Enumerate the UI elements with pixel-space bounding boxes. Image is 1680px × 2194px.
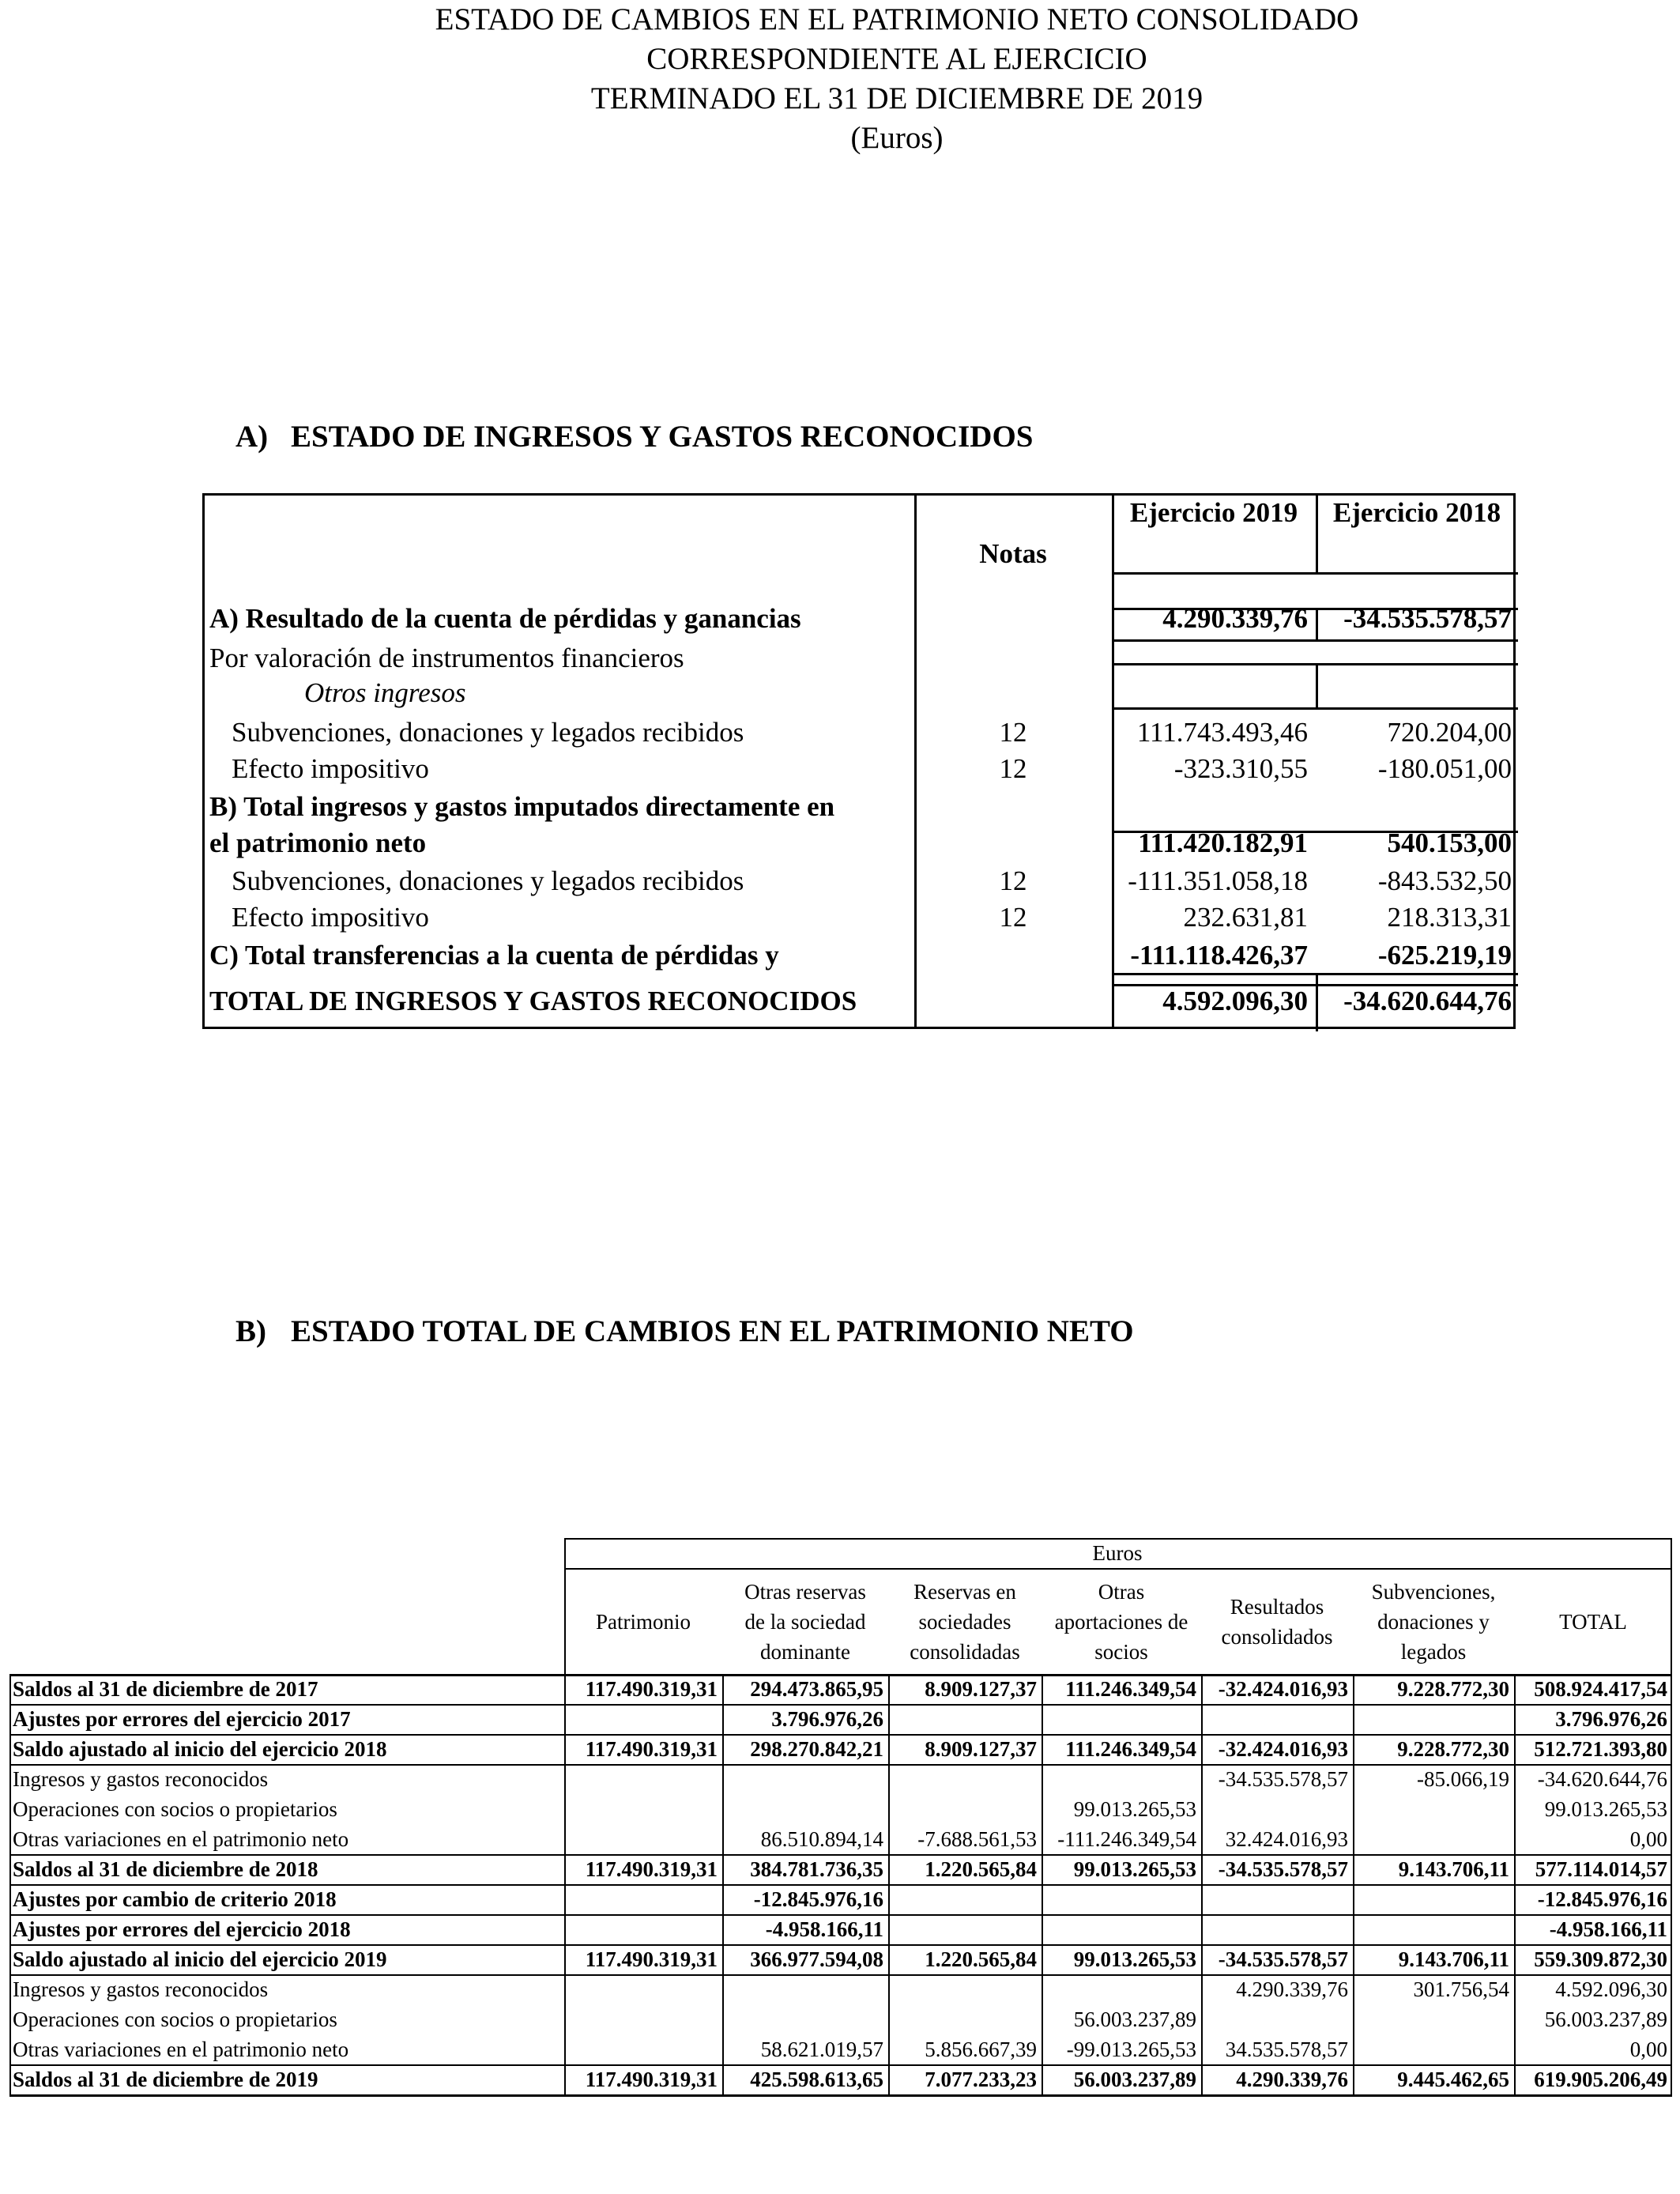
divider	[1112, 572, 1518, 575]
row-value-2019: -111.351.058,18	[1128, 865, 1308, 896]
row-label: Efecto impositivo	[232, 753, 429, 784]
row-value: -32.424.016,93	[1218, 1677, 1348, 1701]
divider	[1316, 608, 1318, 639]
row-value: 99.013.265,53	[1073, 1947, 1196, 1971]
row-label: Saldos al 31 de diciembre de 2018	[13, 1857, 318, 1881]
row-label: A) Resultado de la cuenta de pérdidas y ganancias	[209, 603, 801, 634]
row-label: Saldos al 31 de diciembre de 2019	[13, 2068, 318, 2091]
column-header-line: Subvenciones,	[1371, 1580, 1496, 1604]
row-value: 3.796.976,26	[771, 1707, 883, 1731]
row-value: -12.845.976,16	[753, 1887, 883, 1911]
row-value: 4.592.096,30	[1555, 1977, 1667, 2001]
divider	[1671, 1538, 1672, 1674]
row-label: Ingresos y gastos reconocidos	[13, 1767, 269, 1791]
row-value-2019: 111.420.182,91	[1138, 827, 1308, 858]
row-value-2018: -34.535.578,57	[1343, 603, 1512, 634]
row-label: Otros ingresos	[304, 677, 466, 708]
column-header-line: consolidados	[1221, 1625, 1333, 1649]
row-value: -32.424.016,93	[1218, 1737, 1348, 1761]
row-value-2019: 4.592.096,30	[1162, 986, 1308, 1016]
col-2019-header: Ejercicio 2019	[1129, 497, 1298, 528]
row-label: Saldo ajustado al inicio del ejercicio 2018	[13, 1737, 387, 1761]
row-note: 12	[999, 753, 1027, 784]
divider	[1112, 663, 1518, 665]
row-value: 9.228.772,30	[1397, 1677, 1509, 1701]
section-a-heading: ESTADO DE INGRESOS Y GASTOS RECONOCIDOS	[291, 420, 1034, 454]
column-header	[1514, 1607, 1672, 1637]
column-header-line: aportaciones de	[1054, 1610, 1188, 1634]
row-value: 577.114.014,57	[1535, 1857, 1667, 1881]
row-label: C) Total transferencias a la cuenta de pérdidas y	[209, 940, 779, 971]
income-expense-table	[202, 493, 1516, 1029]
row-label: Otras variaciones en el patrimonio neto	[13, 2038, 349, 2061]
column-header-line: legados	[1400, 1640, 1467, 1664]
row-value: 3.796.976,26	[1555, 1707, 1667, 1731]
row-label: B) Total ingresos y gastos imputados directamente en	[209, 791, 835, 822]
column-header-line: consolidadas	[910, 1640, 1020, 1664]
divider	[564, 1568, 1672, 1570]
row-value: 9.143.706,11	[1398, 1947, 1509, 1971]
row-value: 56.003.237,89	[1073, 2007, 1196, 2031]
column-header-line: Otras	[1098, 1580, 1145, 1604]
column-header	[1353, 1577, 1514, 1667]
row-note: 12	[999, 865, 1027, 896]
row-label: Otras variaciones en el patrimonio neto	[13, 1827, 349, 1851]
row-value: 117.490.319,31	[585, 1947, 718, 1971]
row-value: 0,00	[1629, 2038, 1667, 2061]
column-header	[564, 1607, 722, 1637]
row-value: 508.924.417,54	[1534, 1677, 1667, 1701]
section-b-title	[235, 1314, 1134, 1349]
row-value: 117.490.319,31	[585, 1677, 718, 1701]
divider	[1112, 608, 1518, 610]
header-line-4: (Euros)	[850, 121, 944, 155]
row-label: Operaciones con socios o propietarios	[13, 2007, 337, 2031]
row-value: -7.688.561,53	[917, 1827, 1037, 1851]
row-label: Por valoración de instrumentos financieros	[209, 643, 684, 673]
row-value-2018: 218.313,31	[1387, 902, 1512, 933]
row-value: 9.228.772,30	[1397, 1737, 1509, 1761]
divider	[1112, 831, 1518, 833]
row-value: -34.535.578,57	[1218, 1857, 1348, 1881]
row-value: 301.756,54	[1413, 1977, 1509, 2001]
row-value: 117.490.319,31	[585, 2068, 718, 2091]
row-value: 99.013.265,53	[1544, 1797, 1667, 1821]
row-value: 9.143.706,11	[1398, 1857, 1509, 1881]
row-value: 5.856.667,39	[925, 2038, 1037, 2061]
row-value-2018: 540.153,00	[1387, 827, 1512, 858]
row-value-2018: -843.532,50	[1377, 865, 1512, 896]
column-header	[722, 1577, 888, 1667]
column-header-line: Resultados	[1230, 1595, 1324, 1619]
col-notas-header: Notas	[979, 538, 1047, 569]
column-header-line: TOTAL	[1559, 1610, 1627, 1634]
row-value: 4.290.339,76	[1236, 1977, 1348, 2001]
column-header	[888, 1577, 1042, 1667]
row-value: 8.909.127,37	[925, 1677, 1037, 1701]
row-value: 34.535.578,57	[1225, 2038, 1348, 2061]
row-label: Efecto impositivo	[232, 902, 429, 933]
row-value: 425.598.613,65	[750, 2068, 883, 2091]
row-value: 111.246.349,54	[1065, 1677, 1196, 1701]
row-value-2019: -323.310,55	[1173, 753, 1308, 784]
row-value: 99.013.265,53	[1073, 1857, 1196, 1881]
equity-changes-table	[9, 1538, 1672, 2107]
section-a-letter: A)	[235, 420, 269, 454]
section-b-letter: B)	[235, 1314, 266, 1348]
divider	[1316, 973, 1318, 1031]
row-value: 56.003.237,89	[1073, 2068, 1196, 2091]
row-value: -34.535.578,57	[1218, 1947, 1348, 1971]
row-label: Saldo ajustado al inicio del ejercicio 2019	[13, 1947, 387, 1971]
row-value-2019: 111.743.493,46	[1136, 717, 1308, 748]
header-line-2: CORRESPONDIENTE AL EJERCICIO	[646, 42, 1147, 76]
divider	[9, 2094, 1672, 2097]
divider	[1112, 639, 1518, 642]
row-value: 86.510.894,14	[760, 1827, 883, 1851]
row-value: -4.958.166,11	[1549, 1917, 1667, 1941]
divider	[564, 1538, 566, 1674]
column-header	[1201, 1592, 1353, 1652]
column-header-line: Patrimonio	[596, 1610, 691, 1634]
column-header-line: Reservas en	[913, 1580, 1016, 1604]
row-value-2019: -111.118.426,37	[1130, 940, 1308, 971]
row-value: 99.013.265,53	[1073, 1797, 1196, 1821]
column-header-line: dominante	[760, 1640, 850, 1664]
column-header-line: de la sociedad	[744, 1610, 866, 1634]
column-header-line: socios	[1094, 1640, 1148, 1664]
divider	[564, 1538, 1672, 1540]
row-value: 117.490.319,31	[585, 1857, 718, 1881]
row-value: -12.845.976,16	[1537, 1887, 1667, 1911]
row-value: 117.490.319,31	[585, 1737, 718, 1761]
row-value: 619.905.206,49	[1534, 2068, 1667, 2091]
row-value-2018: -180.051,00	[1377, 753, 1512, 784]
column-header-line: Otras reservas	[744, 1580, 866, 1604]
row-value: 366.977.594,08	[750, 1947, 883, 1971]
row-label: Subvenciones, donaciones y legados recibidos	[232, 717, 744, 748]
row-value-2018: 720.204,00	[1387, 717, 1512, 748]
row-value-2019: 4.290.339,76	[1162, 603, 1308, 634]
column-header-line: sociedades	[918, 1610, 1011, 1634]
row-label: Ajustes por cambio de criterio 2018	[13, 1887, 337, 1911]
row-label: Saldos al 31 de diciembre de 2017	[13, 1677, 318, 1701]
row-value: 32.424.016,93	[1225, 1827, 1348, 1851]
row-value: -85.066,19	[1417, 1767, 1509, 1791]
row-value: 111.246.349,54	[1065, 1737, 1196, 1761]
divider	[1112, 707, 1518, 710]
row-value: 512.721.393,80	[1534, 1737, 1667, 1761]
header-line-3: TERMINADO EL 31 DE DICIEMBRE DE 2019	[590, 81, 1203, 115]
row-value-2018: -625.219,19	[1377, 940, 1512, 971]
row-label: Ajustes por errores del ejercicio 2017	[13, 1707, 351, 1731]
row-value: 1.220.565,84	[925, 1947, 1037, 1971]
divider	[1112, 984, 1518, 986]
row-value-2018: -34.620.644,76	[1343, 986, 1512, 1016]
divider	[1316, 663, 1318, 707]
row-label: Operaciones con socios o propietarios	[13, 1797, 337, 1821]
col-2018-header: Ejercicio 2018	[1332, 497, 1501, 528]
row-value: 4.290.339,76	[1236, 2068, 1348, 2091]
row-note: 12	[999, 717, 1027, 748]
row-value: 298.270.842,21	[750, 1737, 883, 1761]
header-line-1: ESTADO DE CAMBIOS EN EL PATRIMONIO NETO CONSOLIDADO	[435, 2, 1359, 36]
row-value: 384.781.736,35	[750, 1857, 883, 1881]
document-header	[0, 0, 1680, 158]
row-label: Ajustes por errores del ejercicio 2018	[13, 1917, 351, 1941]
row-value: 294.473.865,95	[750, 1677, 883, 1701]
row-value: -111.246.349,54	[1057, 1827, 1196, 1851]
section-b-heading: ESTADO TOTAL DE CAMBIOS EN EL PATRIMONIO NETO	[291, 1314, 1134, 1348]
row-value: 9.445.462,65	[1397, 2068, 1509, 2091]
column-header-line: donaciones y	[1377, 1610, 1490, 1634]
row-value-2019: 232.631,81	[1183, 902, 1308, 933]
row-value: -34.535.578,57	[1218, 1767, 1348, 1791]
row-value: -4.958.166,11	[765, 1917, 883, 1941]
row-value: 559.309.872,30	[1534, 1947, 1667, 1971]
row-value: 58.621.019,57	[760, 2038, 883, 2061]
row-label: Ingresos y gastos reconocidos	[13, 1977, 269, 2001]
row-value: 0,00	[1629, 1827, 1667, 1851]
row-value: -34.620.644,76	[1537, 1767, 1667, 1791]
section-a-title	[235, 419, 1034, 454]
row-value: 56.003.237,89	[1544, 2007, 1667, 2031]
row-label: el patrimonio neto	[209, 827, 427, 858]
row-value: 7.077.233,23	[925, 2068, 1037, 2091]
euros-group-header: Euros	[1092, 1541, 1143, 1565]
row-value: 8.909.127,37	[925, 1737, 1037, 1761]
row-label: Subvenciones, donaciones y legados recibidos	[232, 865, 744, 896]
row-note: 12	[999, 902, 1027, 933]
column-header	[1042, 1577, 1201, 1667]
divider	[1112, 973, 1518, 975]
row-label: TOTAL DE INGRESOS Y GASTOS RECONOCIDOS	[209, 986, 857, 1016]
row-value: -99.013.265,53	[1066, 2038, 1196, 2061]
row-value: 1.220.565,84	[925, 1857, 1037, 1881]
